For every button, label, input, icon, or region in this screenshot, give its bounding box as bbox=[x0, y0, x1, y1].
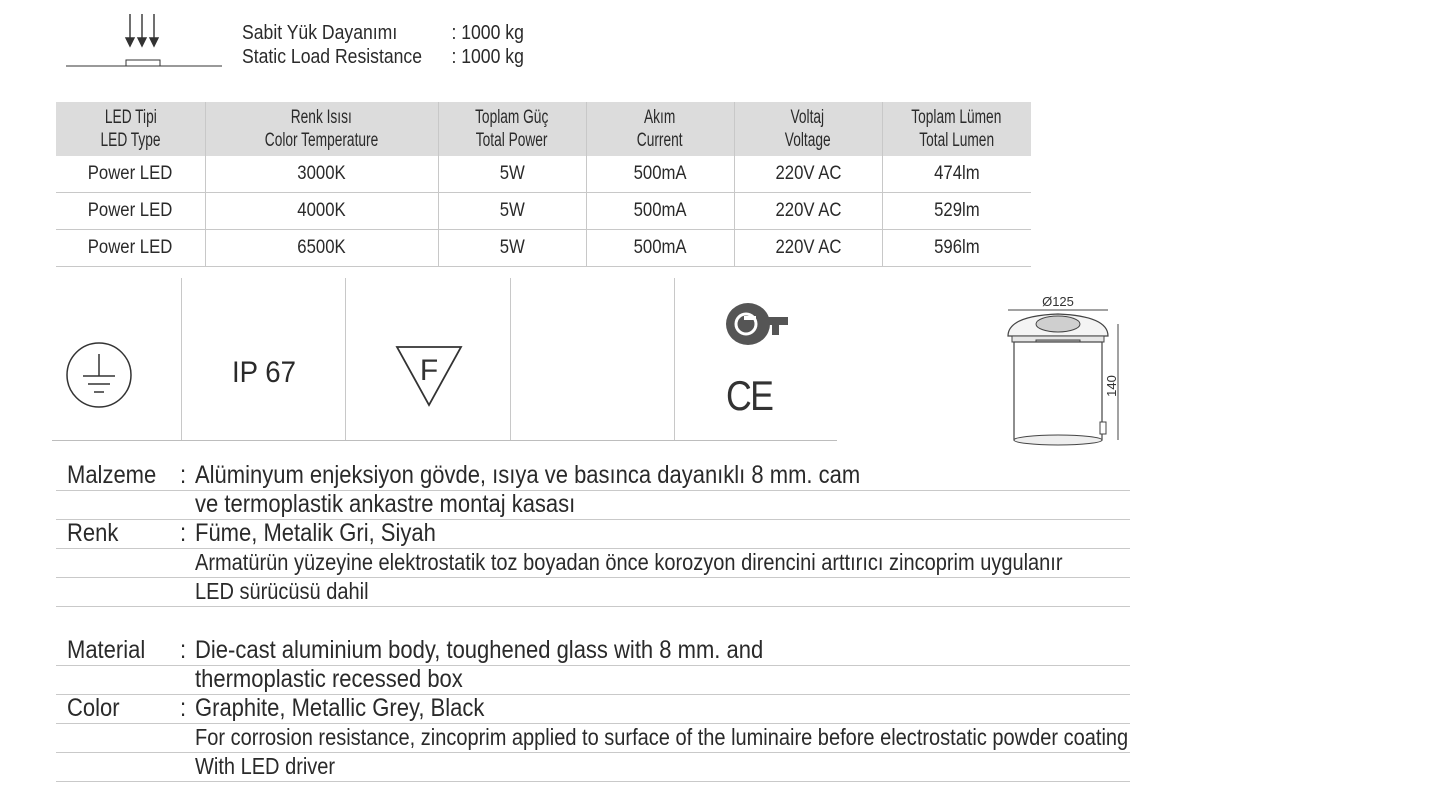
desc-colon: : bbox=[180, 636, 187, 664]
table-cell: 5W bbox=[438, 193, 586, 230]
load-row-tr bbox=[242, 22, 524, 45]
desc-colon: : bbox=[180, 694, 187, 722]
divider bbox=[181, 278, 182, 440]
table-row bbox=[56, 230, 1031, 267]
f-mark-icon bbox=[394, 344, 464, 408]
desc-key: Material bbox=[67, 636, 146, 664]
load-row-en bbox=[242, 46, 524, 69]
column-header: Renk Isısı Color Temperature bbox=[205, 102, 438, 156]
table-cell: 220V AC bbox=[734, 156, 882, 193]
load-value: : 1000 kg bbox=[451, 46, 524, 68]
desc-line bbox=[56, 548, 1130, 578]
svg-text:F: F bbox=[419, 354, 439, 387]
table-cell: 500mA bbox=[586, 156, 734, 193]
desc-colon: : bbox=[180, 519, 187, 547]
table-cell: 6500K bbox=[205, 230, 438, 267]
desc-value: ve termoplastik ankastre montaj kasası bbox=[195, 490, 576, 518]
ip-rating: IP 67 bbox=[232, 356, 296, 389]
table-cell: 474lm bbox=[882, 156, 1031, 193]
desc-line bbox=[56, 461, 1130, 491]
table-cell: Power LED bbox=[56, 193, 205, 230]
earth-ground-icon bbox=[64, 340, 136, 412]
desc-value: LED sürücüsü dahil bbox=[195, 578, 369, 604]
static-load-icon bbox=[64, 12, 224, 72]
desc-value: thermoplastic recessed box bbox=[195, 665, 463, 693]
column-header: LED Tipi LED Type bbox=[56, 102, 205, 156]
desc-line bbox=[56, 694, 1130, 724]
diameter-label: Ø125 bbox=[1042, 294, 1074, 309]
table-cell: Power LED bbox=[56, 230, 205, 267]
column-header: Toplam Güç Total Power bbox=[438, 102, 586, 156]
table-cell: 4000K bbox=[205, 193, 438, 230]
table-cell: Power LED bbox=[56, 156, 205, 193]
desc-value: Graphite, Metallic Grey, Black bbox=[195, 694, 485, 722]
desc-key: Color bbox=[67, 694, 120, 722]
table-cell: 3000K bbox=[205, 156, 438, 193]
desc-value: Alüminyum enjeksiyon gövde, ısıya ve basınca dayanıklı 8 mm. cam bbox=[195, 461, 861, 489]
table-row bbox=[56, 193, 1031, 230]
desc-value: For corrosion resistance, zincoprim applied to surface of the luminaire before electrostatic powder coating bbox=[195, 724, 1129, 750]
desc-value: Die-cast aluminium body, toughened glass with 8 mm. and bbox=[195, 636, 764, 664]
load-label: Sabit Yük Dayanımı bbox=[242, 22, 398, 44]
desc-line bbox=[56, 519, 1130, 549]
table-cell: 5W bbox=[438, 156, 586, 193]
table-cell: 596lm bbox=[882, 230, 1031, 267]
desc-key: Malzeme bbox=[67, 461, 157, 489]
pct-mark-icon bbox=[724, 300, 790, 348]
column-header: Akım Current bbox=[586, 102, 734, 156]
table-header-row bbox=[56, 102, 1031, 156]
column-header: Toplam Lümen Total Lumen bbox=[882, 102, 1031, 156]
divider bbox=[345, 278, 346, 440]
load-label: Static Load Resistance bbox=[242, 46, 423, 68]
desc-value: Füme, Metalik Gri, Siyah bbox=[195, 519, 436, 547]
table-row bbox=[56, 156, 1031, 193]
desc-line bbox=[56, 752, 1130, 782]
product-dimension-drawing bbox=[996, 290, 1128, 450]
height-label: 140 bbox=[1104, 375, 1119, 397]
desc-line bbox=[56, 577, 1130, 607]
spec-table bbox=[56, 102, 1031, 267]
table-cell: 5W bbox=[438, 230, 586, 267]
desc-line bbox=[56, 723, 1130, 753]
ce-mark: CE bbox=[726, 372, 773, 419]
divider bbox=[510, 278, 511, 440]
table-cell: 500mA bbox=[586, 193, 734, 230]
desc-line bbox=[56, 665, 1130, 695]
desc-line bbox=[56, 490, 1130, 520]
desc-key: Renk bbox=[67, 519, 119, 547]
load-value: : 1000 kg bbox=[451, 22, 524, 44]
table-cell: 529lm bbox=[882, 193, 1031, 230]
column-header: Voltaj Voltage bbox=[734, 102, 882, 156]
table-cell: 500mA bbox=[586, 230, 734, 267]
desc-value: Armatürün yüzeyine elektrostatik toz boyadan önce korozyon direncini arttırıcı zincoprim uygulanır bbox=[195, 549, 1063, 575]
desc-line bbox=[56, 636, 1130, 666]
divider bbox=[674, 278, 675, 440]
table-cell: 220V AC bbox=[734, 230, 882, 267]
desc-colon: : bbox=[180, 461, 187, 489]
table-cell: 220V AC bbox=[734, 193, 882, 230]
desc-value: With LED driver bbox=[195, 753, 336, 779]
